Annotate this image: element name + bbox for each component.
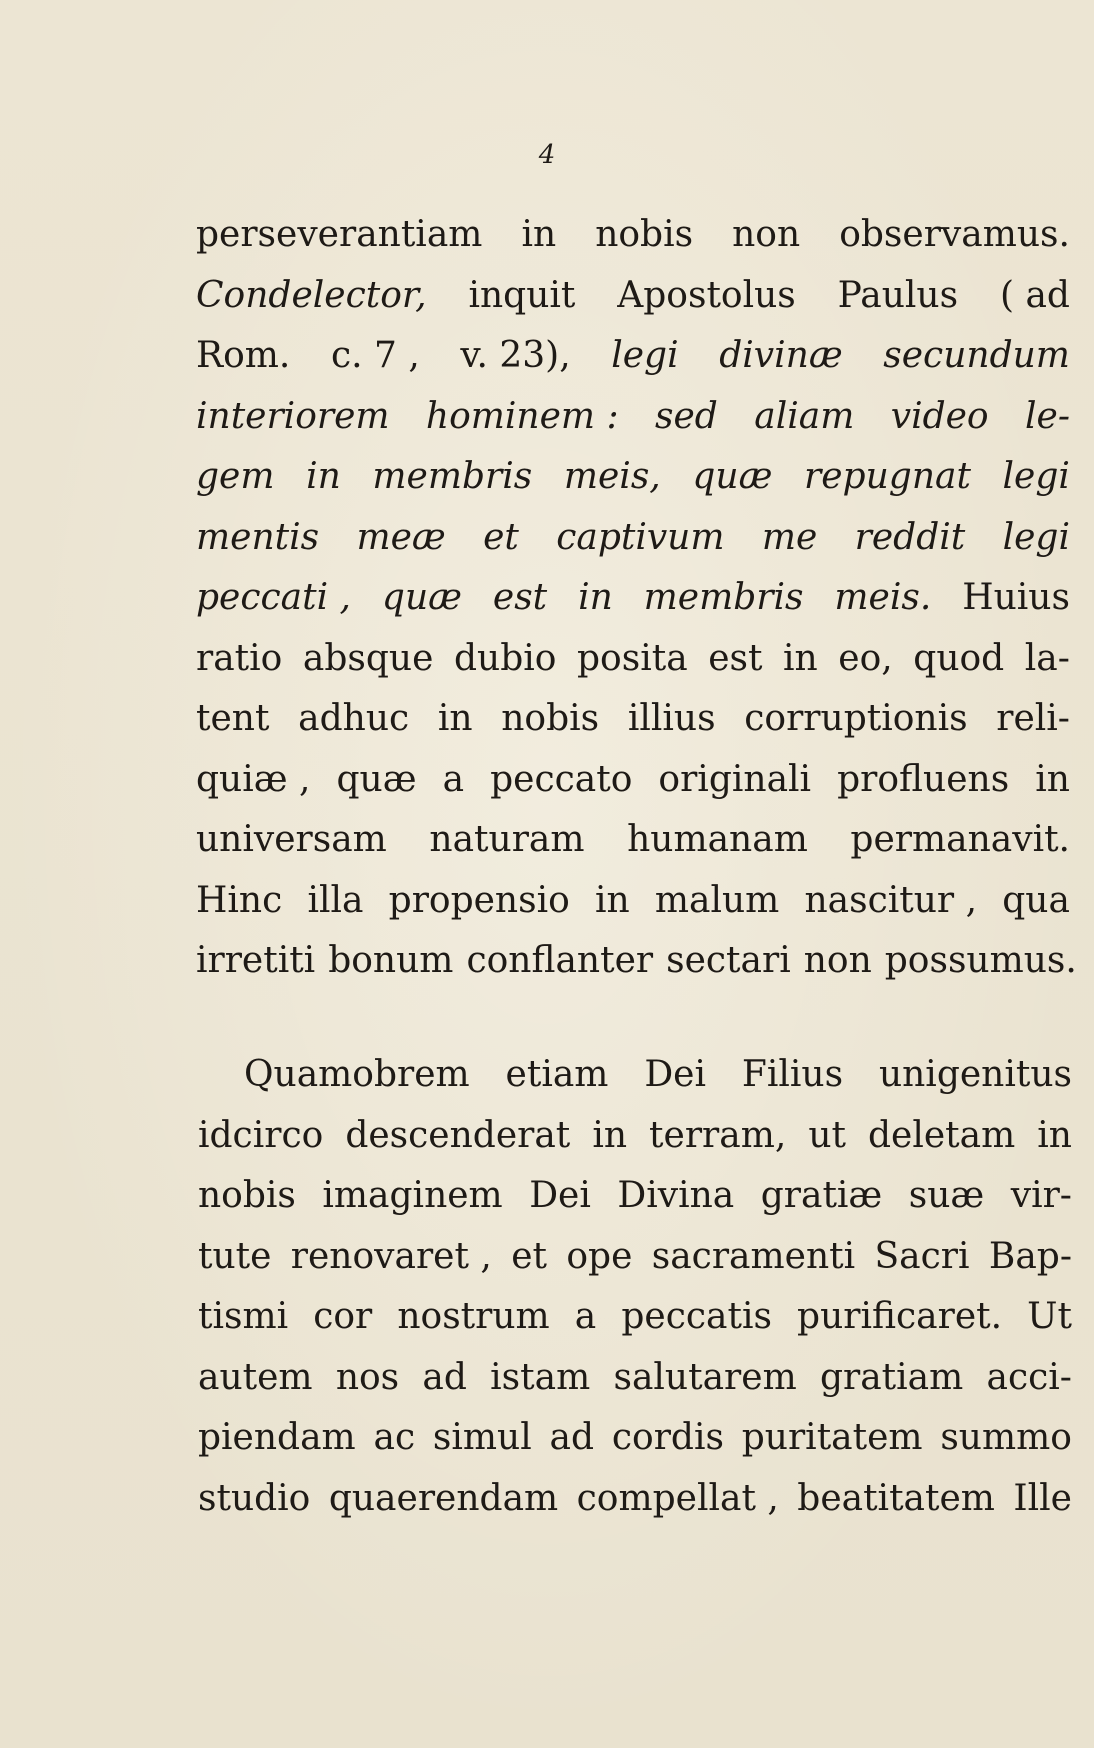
word: quod (913, 637, 1005, 679)
text-line (198, 1469, 1072, 1530)
word: aliam (754, 395, 855, 437)
word: corruptionis (744, 698, 968, 739)
word: est (708, 637, 763, 679)
text-line (198, 1166, 1072, 1227)
text-line (198, 1408, 1072, 1469)
word: naturam (429, 819, 585, 860)
word: non (732, 214, 801, 255)
word: permanavit. (850, 819, 1070, 860)
word: studio (198, 1477, 311, 1519)
word: conflanter (466, 940, 654, 981)
word: quaerendam (328, 1477, 559, 1519)
text-line (196, 750, 1070, 811)
word: nascitur , (804, 879, 978, 921)
word: eo, (838, 637, 893, 679)
text-line (198, 1348, 1072, 1409)
word: simul (432, 1417, 532, 1458)
word: Dei (529, 1175, 591, 1216)
word: divinæ (719, 335, 843, 376)
word: secundum (883, 335, 1070, 376)
word: Rom. (196, 335, 291, 376)
text-line (196, 689, 1070, 750)
word: illa (307, 879, 364, 921)
word: perseverantiam (196, 214, 483, 255)
word: universam (196, 819, 387, 860)
word: le- (1025, 395, 1070, 437)
word: repugnat (804, 456, 971, 497)
word: gem (196, 456, 275, 497)
word: membris (643, 577, 804, 618)
word: Ut (1027, 1296, 1072, 1337)
word: legi (1002, 516, 1070, 558)
word: Sacri (874, 1235, 970, 1277)
word: cordis (611, 1417, 724, 1458)
word: idcirco (198, 1114, 324, 1156)
word: in (521, 214, 557, 255)
word: quiæ , (196, 758, 311, 800)
word: salutarem (613, 1356, 797, 1398)
word: est (492, 577, 548, 618)
word: quæ (336, 758, 417, 800)
word: Paulus (837, 274, 959, 316)
word: quæ (692, 456, 773, 497)
word: non (803, 940, 872, 981)
word: ope (566, 1235, 633, 1277)
word: ut (808, 1114, 846, 1156)
word: Condelector, (196, 274, 427, 316)
word: in (306, 456, 341, 497)
text-line (198, 1287, 1072, 1348)
word: in (437, 698, 473, 739)
word: gratiæ (760, 1175, 883, 1216)
word: Dei (644, 1054, 706, 1095)
word: in (1037, 1114, 1072, 1156)
text-line (196, 205, 1070, 266)
word: bonum (328, 940, 454, 981)
word: sectari (666, 940, 791, 981)
word: nostrum (397, 1296, 550, 1337)
word: me (761, 516, 818, 558)
text-line (196, 810, 1070, 871)
paragraph-2 (198, 1045, 1072, 1529)
word: reddit (854, 516, 966, 558)
word: tent (196, 698, 270, 739)
word: nobis (198, 1175, 296, 1216)
word: tismi (198, 1296, 289, 1337)
word: captivum (556, 516, 725, 558)
word: profluens (837, 758, 1010, 800)
text-line (198, 1227, 1072, 1288)
word: interiorem (196, 395, 390, 437)
word: etiam (505, 1054, 609, 1095)
word: ( ad (999, 274, 1070, 316)
word: nobis (595, 214, 694, 255)
word: in (592, 1114, 628, 1156)
word: deletam (868, 1114, 1016, 1156)
word: Hinc (196, 879, 283, 921)
word: peccato (490, 758, 633, 800)
word: sed (655, 395, 718, 437)
word: cor (313, 1296, 373, 1337)
word: v. 23), (460, 335, 571, 376)
word: suæ (908, 1175, 985, 1216)
paragraph-1 (196, 205, 1077, 992)
word: dubio (453, 637, 557, 679)
word: propensio (388, 879, 570, 921)
text-line (196, 931, 1077, 992)
word: Huius (962, 577, 1070, 618)
word: meis. (834, 577, 932, 618)
word: Divina (617, 1175, 735, 1216)
word: meis, (563, 456, 661, 497)
word: Bap- (988, 1235, 1072, 1277)
word: puritatem (741, 1417, 923, 1458)
word: in (594, 879, 630, 921)
word: adhuc (298, 698, 410, 739)
word: absque (302, 637, 434, 679)
word: unigenitus (878, 1054, 1072, 1095)
word: originali (658, 758, 812, 800)
word: malum (654, 879, 780, 921)
word: in (1035, 758, 1070, 800)
word: quæ (381, 577, 462, 618)
word: a (574, 1296, 597, 1337)
word: Ille (1013, 1477, 1072, 1519)
word: compellat , (576, 1477, 779, 1519)
word: possumus. (884, 940, 1077, 981)
word: peccati , (196, 577, 352, 618)
word: irretiti (196, 940, 316, 981)
page-number: 4 (538, 140, 556, 170)
word: nobis (501, 698, 600, 739)
word: imaginem (322, 1175, 503, 1216)
text-line (196, 508, 1070, 569)
word: vir- (1010, 1175, 1072, 1216)
word: Filius (741, 1054, 844, 1095)
word: ad (422, 1356, 467, 1398)
word: peccatis (621, 1296, 772, 1337)
word: video (890, 395, 989, 437)
word: piendam (198, 1417, 356, 1458)
text-line (196, 629, 1070, 690)
word: reli- (996, 698, 1070, 739)
word: ratio (196, 637, 283, 679)
word: gratiam (819, 1356, 964, 1398)
word: illius (627, 698, 716, 739)
word: renovaret , (290, 1235, 492, 1277)
word: membris (372, 456, 533, 497)
word: purificaret. (797, 1296, 1003, 1337)
word: mentis (196, 516, 320, 558)
word: summo (940, 1417, 1072, 1458)
text-line (196, 387, 1070, 448)
word: ad (549, 1417, 595, 1458)
word: beatitatem (797, 1477, 995, 1519)
word: descenderat (345, 1114, 571, 1156)
text-line (196, 568, 1070, 629)
word: hominem : (425, 395, 619, 437)
word: legi (1002, 456, 1070, 497)
word: sacramenti (651, 1235, 856, 1277)
text-line (196, 326, 1070, 387)
word: tute (198, 1235, 272, 1277)
text-line (198, 1106, 1072, 1167)
word: in (578, 577, 613, 618)
word: c. 7 , (330, 335, 420, 376)
word: istam (490, 1356, 591, 1398)
word: legi (611, 335, 679, 376)
word: et (511, 1235, 547, 1277)
word: a (442, 758, 465, 800)
word: observamus. (839, 214, 1070, 255)
word: autem (198, 1356, 313, 1398)
text-line (198, 1045, 1072, 1106)
word: Quamobrem (244, 1054, 470, 1095)
word: terram, (649, 1114, 787, 1156)
word: nos (335, 1356, 400, 1398)
text-line (196, 266, 1070, 327)
word: et (483, 516, 519, 558)
word: Apostolus (617, 274, 796, 316)
word: in (783, 637, 818, 679)
word: ac (373, 1417, 416, 1458)
word: posita (577, 637, 688, 679)
text-line (196, 871, 1070, 932)
word: meæ (356, 516, 446, 558)
word: inquit (468, 274, 576, 316)
word: humanam (627, 819, 808, 860)
word: acci- (986, 1356, 1072, 1398)
text-line (196, 447, 1070, 508)
word: la- (1024, 637, 1070, 679)
word: qua (1002, 879, 1070, 921)
